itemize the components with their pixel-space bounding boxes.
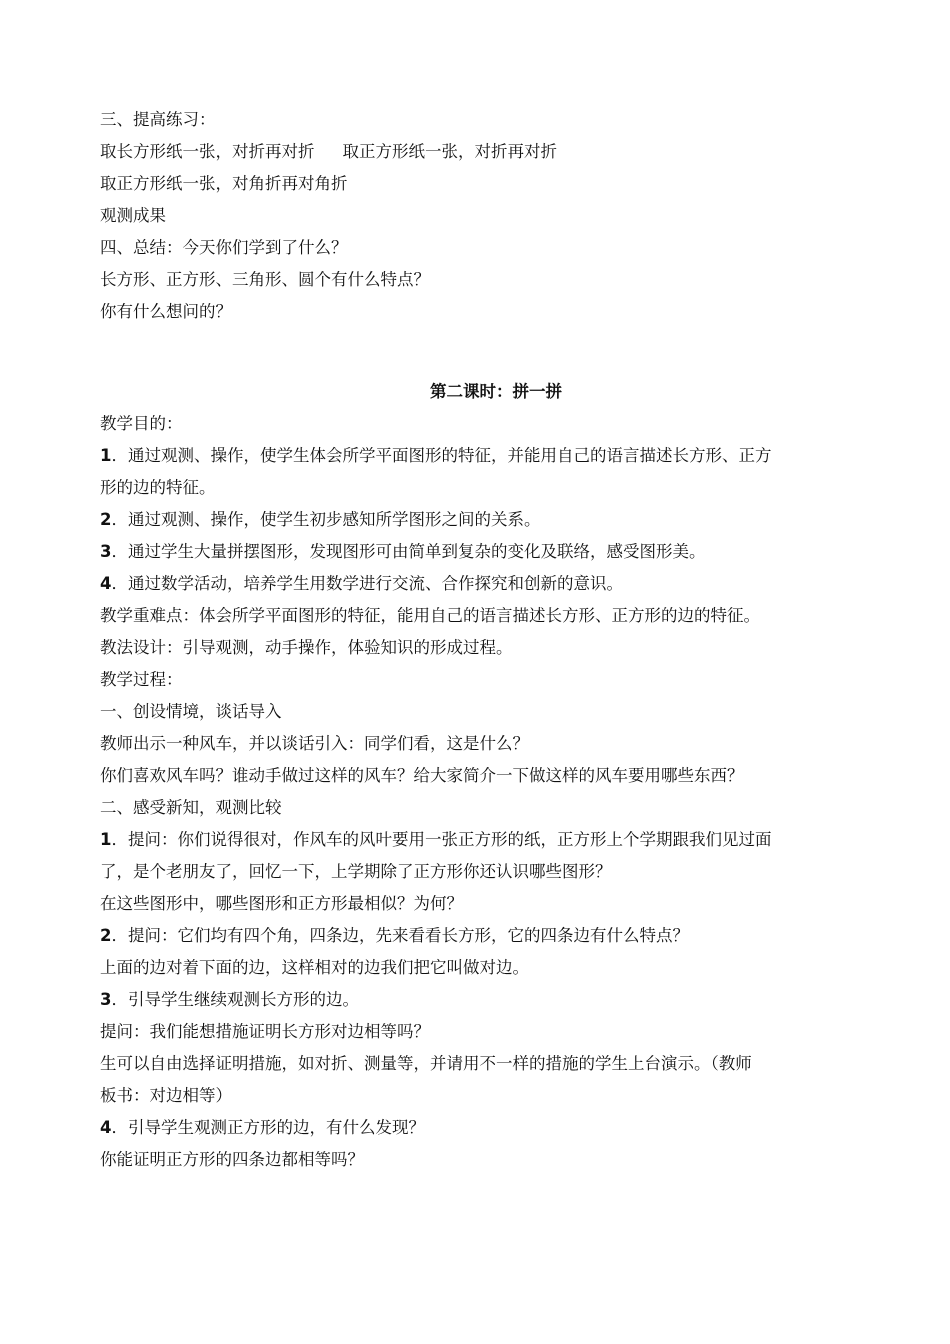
goal-item: 3．通过学生大量拼摆图形，发现图形可由简单到复杂的变化及联络，感受图形美。 xyxy=(100,542,706,561)
section-heading-3: 三、提高练习： xyxy=(100,110,216,129)
section-heading-4: 四、总结：今天你们学到了什么？ xyxy=(100,238,348,257)
key-points: 教学重难点：体会所学平面图形的特征，能用自己的语言描述长方形、正方形的边的特征。 xyxy=(100,606,760,625)
exercise-square: 取正方形纸一张，对折再对折 xyxy=(342,142,557,161)
step1-heading: 一、创设情境，谈话导入 xyxy=(100,702,282,721)
paragraph-line: 教师出示一种风车，并以谈话引入：同学们看，这是什么？ xyxy=(100,734,529,753)
step2-item-continued: 了，是个老朋友了，回忆一下，上学期除了正方形你还认识哪些图形？ xyxy=(100,862,612,881)
step2-heading: 二、感受新知，观测比较 xyxy=(100,798,282,817)
paragraph-line: 你们喜欢风车吗？谁动手做过这样的风车？给大家简介一下做这样的风车要用哪些东西？ xyxy=(100,766,744,785)
goal-item: 4．通过数学活动，培养学生用数学进行交流、合作探究和创新的意识。 xyxy=(100,574,623,593)
paragraph-line: 观测成果 xyxy=(100,206,166,225)
goal-item: 2．通过观测、操作，使学生初步感知所学图形之间的关系。 xyxy=(100,510,541,529)
document-page xyxy=(100,104,890,1176)
paragraph-line xyxy=(100,136,890,168)
exercise-rectangle: 取长方形纸一张，对折再对折 xyxy=(100,142,315,161)
step2-item: 1．提问：你们说得很对，作风车的风叶要用一张正方形的纸，正方形上个学期跟我们见过面 xyxy=(100,830,772,849)
goals-label: 教学目的： xyxy=(100,414,183,433)
step2-item: 3．引导学生继续观测长方形的边。 xyxy=(100,990,359,1009)
step2-item: 4．引导学生观测正方形的边，有什么发现？ xyxy=(100,1118,425,1137)
goal-item-continued: 形的边的特征。 xyxy=(100,478,216,497)
paragraph-line: 生可以自由选择证明措施，如对折、测量等，并请用不一样的措施的学生上台演示。（教师 xyxy=(100,1054,752,1073)
paragraph-line: 板书：对边相等） xyxy=(100,1086,232,1105)
teaching-method: 教法设计：引导观测，动手操作，体验知识的形成过程。 xyxy=(100,638,513,657)
process-label: 教学过程： xyxy=(100,670,183,689)
step2-item: 2．提问：它们均有四个角，四条边，先来看看长方形，它的四条边有什么特点？ xyxy=(100,926,689,945)
paragraph-line: 在这些图形中，哪些图形和正方形最相似？为何？ xyxy=(100,894,463,913)
paragraph-line: 长方形、正方形、三角形、圆个有什么特点？ xyxy=(100,270,430,289)
goal-item: 1．通过观测、操作，使学生体会所学平面图形的特征，并能用自己的语言描述长方形、正方 xyxy=(100,446,772,465)
paragraph-line: 取正方形纸一张，对角折再对角折 xyxy=(100,174,348,193)
paragraph-line: 提问：我们能想措施证明长方形对边相等吗？ xyxy=(100,1022,430,1041)
lesson-title: 第二课时：拼一拼 xyxy=(430,382,562,401)
paragraph-line: 上面的边对着下面的边，这样相对的边我们把它叫做对边。 xyxy=(100,958,529,977)
paragraph-line: 你能证明正方形的四条边都相等吗？ xyxy=(100,1150,364,1169)
paragraph-line: 你有什么想问的？ xyxy=(100,302,232,321)
